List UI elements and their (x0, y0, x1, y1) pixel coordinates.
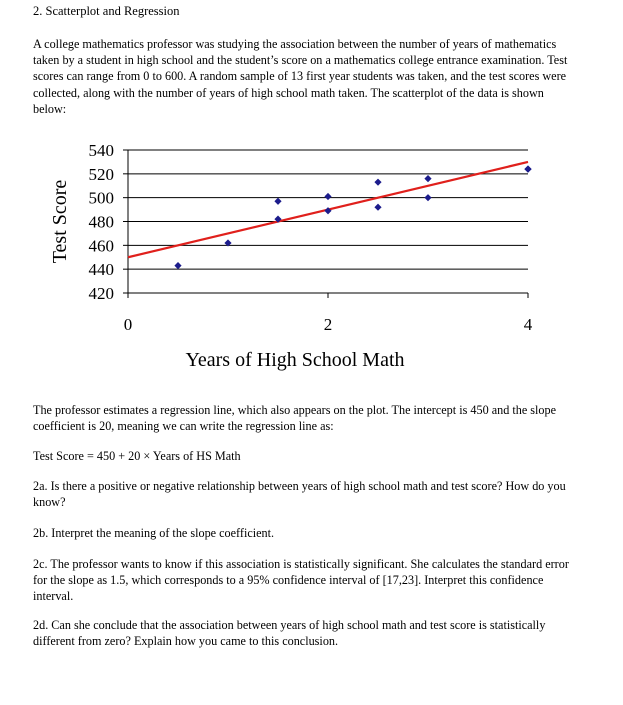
y-tick-label: 480 (88, 212, 114, 232)
data-point (374, 204, 381, 211)
data-point (424, 175, 431, 182)
y-axis-title: Test Score (49, 179, 71, 264)
question-2c: 2c. The professor wants to know if this association is statistically significant. She calculates the standard error for the slope as 1.5, which corresponds to a 95% confidence interval of [17,23]. Interpret this confidence interval. (33, 557, 569, 604)
scatterplot (0, 130, 623, 380)
x-tick-label: 2 (323, 315, 333, 334)
regression-paragraph: The professor estimates a regression line, which also appears on the plot. The intercept is 450 and the slope coefficient is 20, meaning we can write the regression line as: (33, 403, 557, 434)
x-tick-label: 0 (123, 315, 133, 334)
y-tick-label: 420 (88, 284, 114, 303)
data-point (374, 179, 381, 186)
section-heading: 2. Scatterplot and Regression (33, 4, 180, 18)
y-tick-label: 500 (88, 188, 114, 208)
data-point (274, 198, 281, 205)
y-tick-label: 440 (88, 260, 114, 280)
y-tick-label: 520 (88, 164, 114, 184)
question-2b: 2b. Interpret the meaning of the slope coefficient. (33, 526, 275, 540)
intro-paragraph: A college mathematics professor was studying the association between the number of years of mathematics taken by a student in high school and the student’s score on a mathematics college entrance examination. Test scores can range from 0 to 600. A random sample of 13 first year students was taken, and the test scores were collected, along with the number of years of high school math taken. The scatterplot of the data is shown below: (33, 37, 568, 116)
x-tick-label: 4 (523, 315, 533, 334)
scatterplot-svg (0, 130, 623, 380)
question-2a: 2a. Is there a positive or negative relationship between years of high school math and test score? How do you know? (33, 479, 566, 510)
data-point (324, 193, 331, 200)
data-point (174, 262, 181, 269)
regression-equation: Test Score = 450 + 20 × Years of HS Math (33, 449, 241, 463)
data-point (424, 194, 431, 201)
data-point (524, 165, 531, 172)
question-2d: 2d. Can she conclude that the association between years of high school math and test score is statistically different from zero? Explain how you came to this conclusion. (33, 618, 546, 649)
y-tick-label: 460 (88, 236, 114, 256)
y-tick-label: 540 (88, 141, 114, 160)
x-axis-title: Years of High School Math (185, 349, 405, 371)
